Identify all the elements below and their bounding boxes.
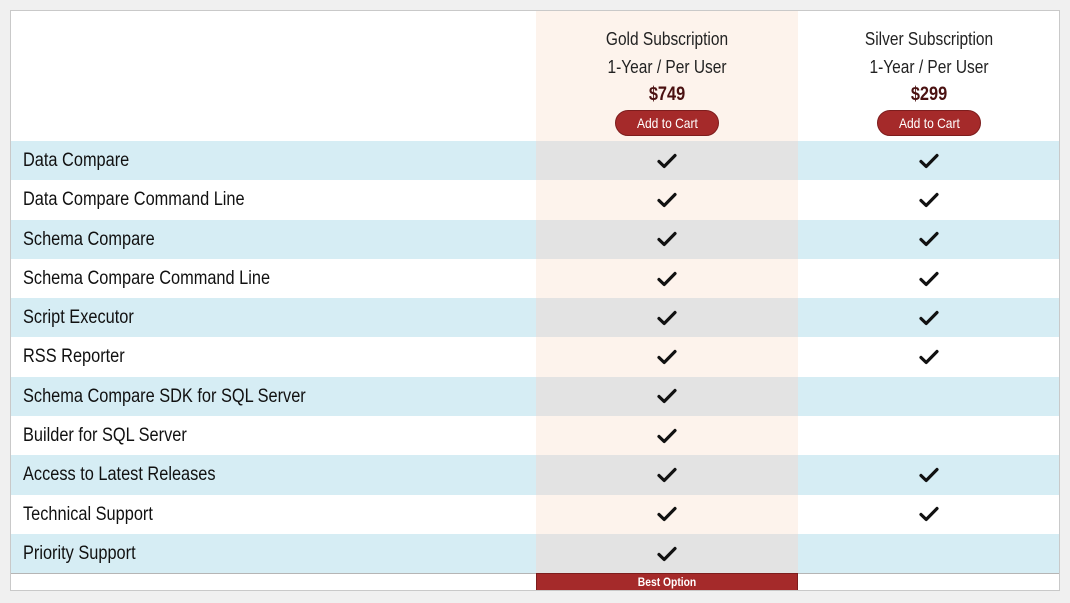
feature-label: Script Executor (23, 307, 134, 329)
checkmark-icon (657, 506, 677, 522)
feature-label: RSS Reporter (23, 346, 125, 368)
feature-row (11, 141, 1060, 180)
silver-feature-cell (798, 180, 1060, 219)
gold-plan-price: $749 (648, 84, 686, 105)
gold-feature-cell (536, 298, 798, 337)
feature-label: Schema Compare Command Line (23, 267, 271, 289)
gold-feature-cell (536, 259, 798, 298)
pricing-comparison-table (10, 10, 1060, 591)
checkmark-icon (657, 428, 677, 444)
gold-plan-term: 1-Year / Per User (607, 57, 727, 77)
checkmark-icon (657, 467, 677, 483)
checkmark-icon (919, 192, 939, 208)
feature-label: Builder for SQL Server (23, 425, 187, 447)
gold-feature-cell (536, 377, 798, 416)
feature-row (11, 259, 1060, 298)
best-option-label: Best Option (637, 575, 697, 589)
table-header (11, 11, 1060, 141)
checkmark-icon (657, 388, 677, 404)
silver-feature-cell (798, 495, 1060, 534)
checkmark-icon (919, 506, 939, 522)
checkmark-icon (657, 271, 677, 287)
checkmark-icon (919, 467, 939, 483)
gold-add-to-cart-label: Add to Cart (636, 115, 698, 131)
silver-plan-name: Silver Subscription (864, 29, 994, 49)
feature-label: Data Compare Command Line (23, 189, 245, 211)
gold-feature-cell (536, 495, 798, 534)
gold-feature-cell (536, 220, 798, 259)
feature-row (11, 416, 1060, 455)
feature-label: Schema Compare (23, 228, 155, 250)
checkmark-icon (657, 349, 677, 365)
silver-feature-cell (798, 298, 1060, 337)
gold-feature-cell (536, 141, 798, 180)
silver-feature-cell (798, 416, 1060, 455)
checkmark-icon (919, 310, 939, 326)
silver-feature-cell (798, 377, 1060, 416)
feature-row (11, 220, 1060, 259)
gold-feature-cell (536, 337, 798, 376)
silver-feature-cell (798, 259, 1060, 298)
gold-feature-cell (536, 416, 798, 455)
feature-label: Priority Support (23, 542, 136, 564)
feature-row (11, 337, 1060, 376)
silver-feature-cell (798, 455, 1060, 494)
checkmark-icon (919, 271, 939, 287)
gold-feature-cell (536, 455, 798, 494)
silver-plan-price: $299 (910, 84, 948, 105)
checkmark-icon (657, 192, 677, 208)
checkmark-icon (657, 231, 677, 247)
feature-label: Access to Latest Releases (23, 464, 216, 486)
checkmark-icon (919, 231, 939, 247)
checkmark-icon (657, 153, 677, 169)
silver-feature-cell (798, 141, 1060, 180)
checkmark-icon (919, 153, 939, 169)
feature-row (11, 495, 1060, 534)
feature-label: Technical Support (23, 503, 153, 525)
feature-label: Data Compare (23, 150, 130, 171)
silver-plan-term: 1-Year / Per User (869, 57, 989, 77)
silver-feature-cell (798, 534, 1060, 573)
gold-feature-cell (536, 534, 798, 573)
feature-row (11, 455, 1060, 494)
silver-plan-header (798, 25, 1060, 136)
silver-add-to-cart-label: Add to Cart (898, 115, 960, 131)
gold-add-to-cart-button[interactable] (615, 110, 719, 136)
gold-plan-header (536, 25, 798, 136)
checkmark-icon (919, 349, 939, 365)
best-option-badge (536, 573, 798, 591)
feature-row (11, 534, 1060, 573)
checkmark-icon (657, 546, 677, 562)
gold-plan-name: Gold Subscription (605, 29, 729, 49)
silver-feature-cell (798, 220, 1060, 259)
gold-feature-cell (536, 180, 798, 219)
feature-label: Schema Compare SDK for SQL Server (23, 385, 306, 407)
feature-row (11, 377, 1060, 416)
silver-add-to-cart-button[interactable] (877, 110, 981, 136)
silver-feature-cell (798, 337, 1060, 376)
feature-row (11, 180, 1060, 219)
feature-row (11, 298, 1060, 337)
feature-rows (11, 141, 1060, 573)
checkmark-icon (657, 310, 677, 326)
